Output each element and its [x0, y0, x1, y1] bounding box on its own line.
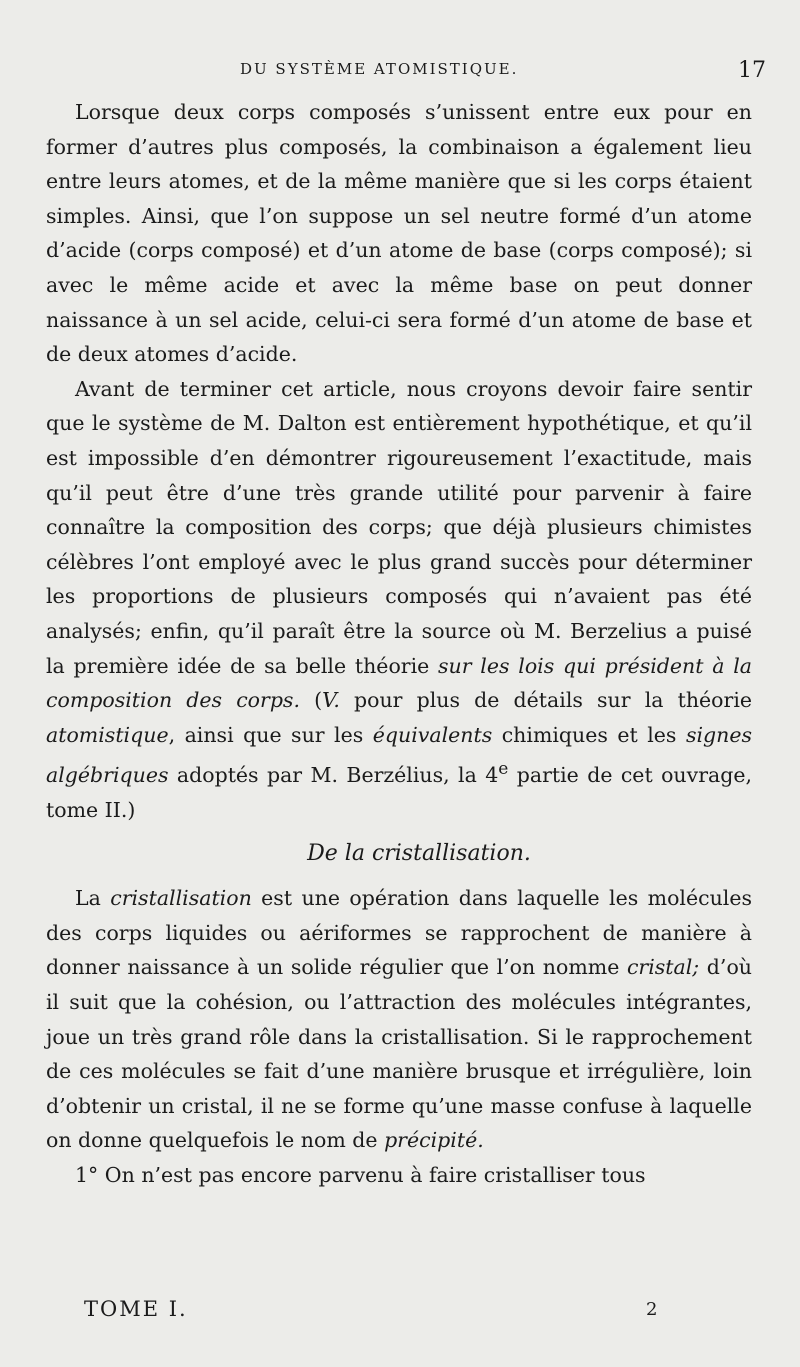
paragraph-dalton-hypothesis [46, 372, 752, 828]
italic-run: cristal; [626, 955, 700, 980]
body-text [46, 95, 752, 1193]
text-run: partie de cet ouvrage, tome II.) [46, 763, 752, 822]
italic-run: équivalents [372, 722, 493, 747]
text-run: Avant de terminer cet article, nous croyons devoir faire sentir que le système de M. Dalton est entièrement hypothétique, et qu’il est impossible d’en démontrer rigoureusement l’exactitude, mais qu’il peut être d’une très grande utilité pour parvenir à faire connaître la composition des corps; que déjà plusieurs chimistes célèbres l’ont employé avec le plus grand succès pour déterminer les proportions de plusieurs composés qui n’avaient pas été analysés; enfin, qu’il paraît être la source où M. Berzelius a puisé la première idée de sa belle théorie [46, 376, 752, 678]
text-run: La [75, 886, 111, 911]
text-run: est une opération dans laquelle les molécules des corps liquides ou aériformes se rapprochent de manière à donner naissance à un solide régulier que l’on nomme [46, 886, 752, 980]
signature-number: 2 [646, 1299, 658, 1320]
text-run: pour plus de détails sur la théorie [339, 688, 753, 713]
italic-run: atomistique [46, 722, 169, 747]
page-footer [46, 1297, 752, 1337]
italic-run: V. [322, 688, 340, 713]
page-number: 17 [738, 58, 766, 83]
running-head [0, 58, 800, 88]
italic-run: cristallisation [110, 886, 252, 911]
paragraph-crystallisation-definition [46, 881, 752, 1158]
paragraph-compound-combination: Lorsque deux corps composés s’unissent entre eux pour en former d’autres plus composés, la combinaison a également lieu entre leurs atomes, et de la même manière que si les corps étaient simples. Ainsi, que l’on suppose un sel neutre formé d’un atome d’acide (corps composé) et d’un atome de base (corps composé); si avec le même acide et avec la même base on peut donner naissance à un sel acide, celui-ci sera formé d’un atome de base et de deux atomes d’acide. [46, 100, 752, 367]
running-title: DU SYSTÈME ATOMISTIQUE. [240, 60, 519, 78]
italic-run: signes algébriques [46, 722, 752, 788]
italic-run: sur les lois qui président à la composition des corps. [46, 653, 752, 713]
text-run: adoptés par M. Berzélius, la 4 [168, 763, 499, 788]
text-run: , ainsi que sur les [168, 722, 373, 747]
volume-label: TOME I. [84, 1297, 188, 1321]
superscript: e [498, 759, 509, 780]
text-run: chimiques et les [492, 722, 686, 747]
text-run: ( [299, 688, 323, 713]
italic-run: précipité. [384, 1128, 484, 1153]
section-title: De la cristallisation. [307, 841, 531, 867]
list-item-first: 1° On n’est pas encore parvenu à faire cristalliser tous [75, 1163, 646, 1188]
text-run: d’où il suit que la cohésion, ou l’attraction des molécules intégrantes, joue un très grand rôle dans la cristallisation. Si le rapprochement de ces molécules se fait d’une manière brusque et irrégulière, loin d’obtenir un cristal, il ne se forme qu’une masse confuse à laquelle on donne quelquefois le nom de [46, 955, 752, 1153]
